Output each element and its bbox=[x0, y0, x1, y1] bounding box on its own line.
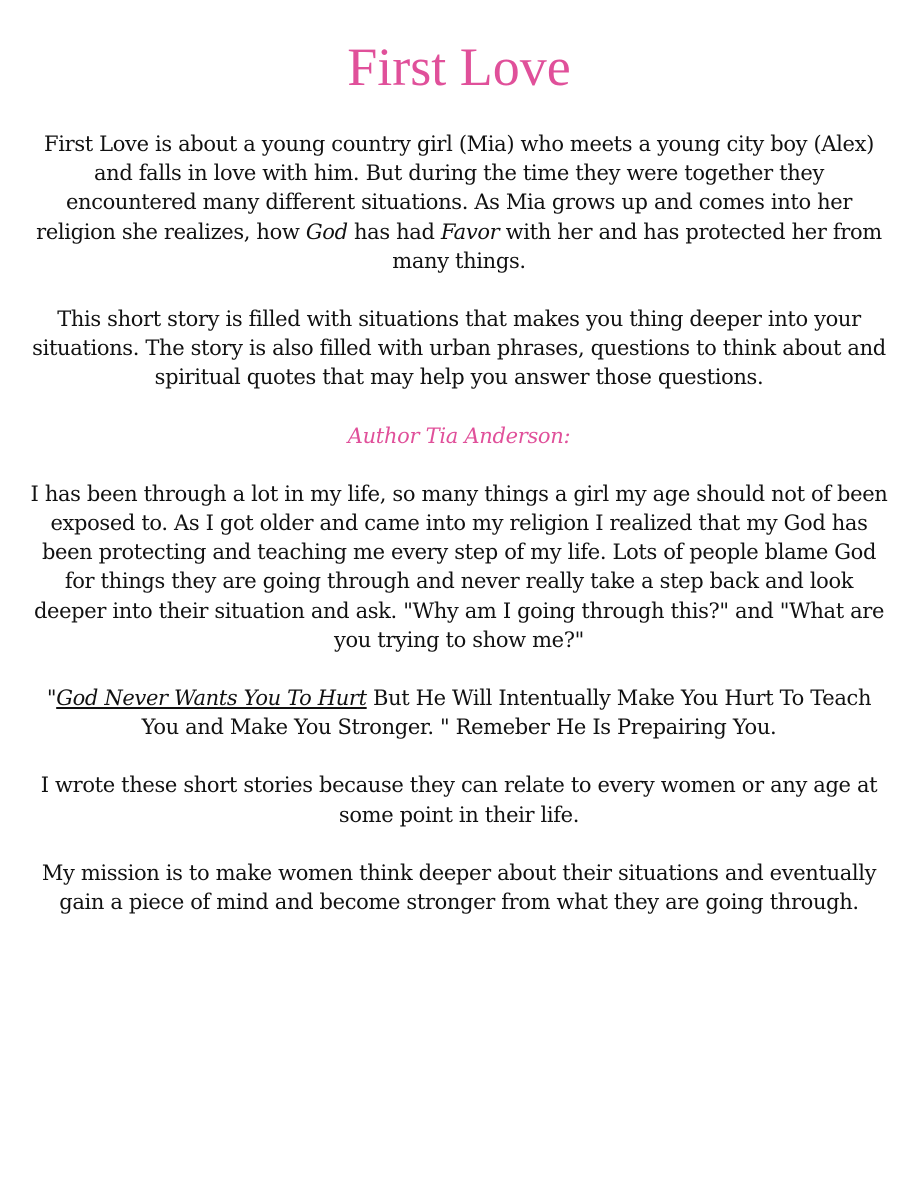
intro-text-1: First Love is about a young country girl (Mia) who meets a young city boy (Alex) and falls in love with him. But during the time they were together they encountered many different situations. As Mia grows up and comes into her religion she realizes, how bbox=[36, 132, 874, 244]
quote-open-mark: " bbox=[46, 686, 57, 711]
reason-paragraph: I wrote these short stories because they can relate to every women or any age at some point in their life. bbox=[40, 773, 878, 827]
intro-text-3: with her and has protected her from many things. bbox=[392, 219, 882, 273]
quote-paragraph bbox=[26, 684, 892, 742]
intro-god-emphasis: God bbox=[305, 219, 348, 244]
quote-rest: But He Will Intentually Make You Hurt To Teach You and Make You Stronger. " Remeber He Is Prepairing You. bbox=[141, 686, 872, 740]
author-heading: Author Tia Anderson: bbox=[347, 423, 571, 448]
quote-emphasis: God Never Wants You To Hurt bbox=[56, 686, 367, 711]
intro-text-2: has had bbox=[347, 219, 441, 244]
mission-paragraph: My mission is to make women think deeper about their situations and eventually gain a piece of mind and become stronger from what they are going through. bbox=[41, 860, 877, 915]
intro-favor-emphasis: Favor bbox=[440, 219, 500, 244]
intro-paragraph bbox=[26, 130, 892, 276]
story-summary-paragraph: This short story is filled with situations that makes you thing deeper into your situations. The story is also filled with urban phrases, questions to think about and spiritual quotes that may help you answer those questions. bbox=[32, 307, 886, 390]
author-bio-paragraph: I has been through a lot in my life, so many things a girl my age should not of been exposed to. As I got older and came into my religion I realized that my God has been protecting and teaching me every step of my life. Lots of people blame God for things they are going through and never really take a step back and look deeper into their situation and ask. "Why am I going through this?" and "What are you trying to show me?" bbox=[30, 481, 888, 652]
page-title: First Love bbox=[347, 37, 571, 97]
